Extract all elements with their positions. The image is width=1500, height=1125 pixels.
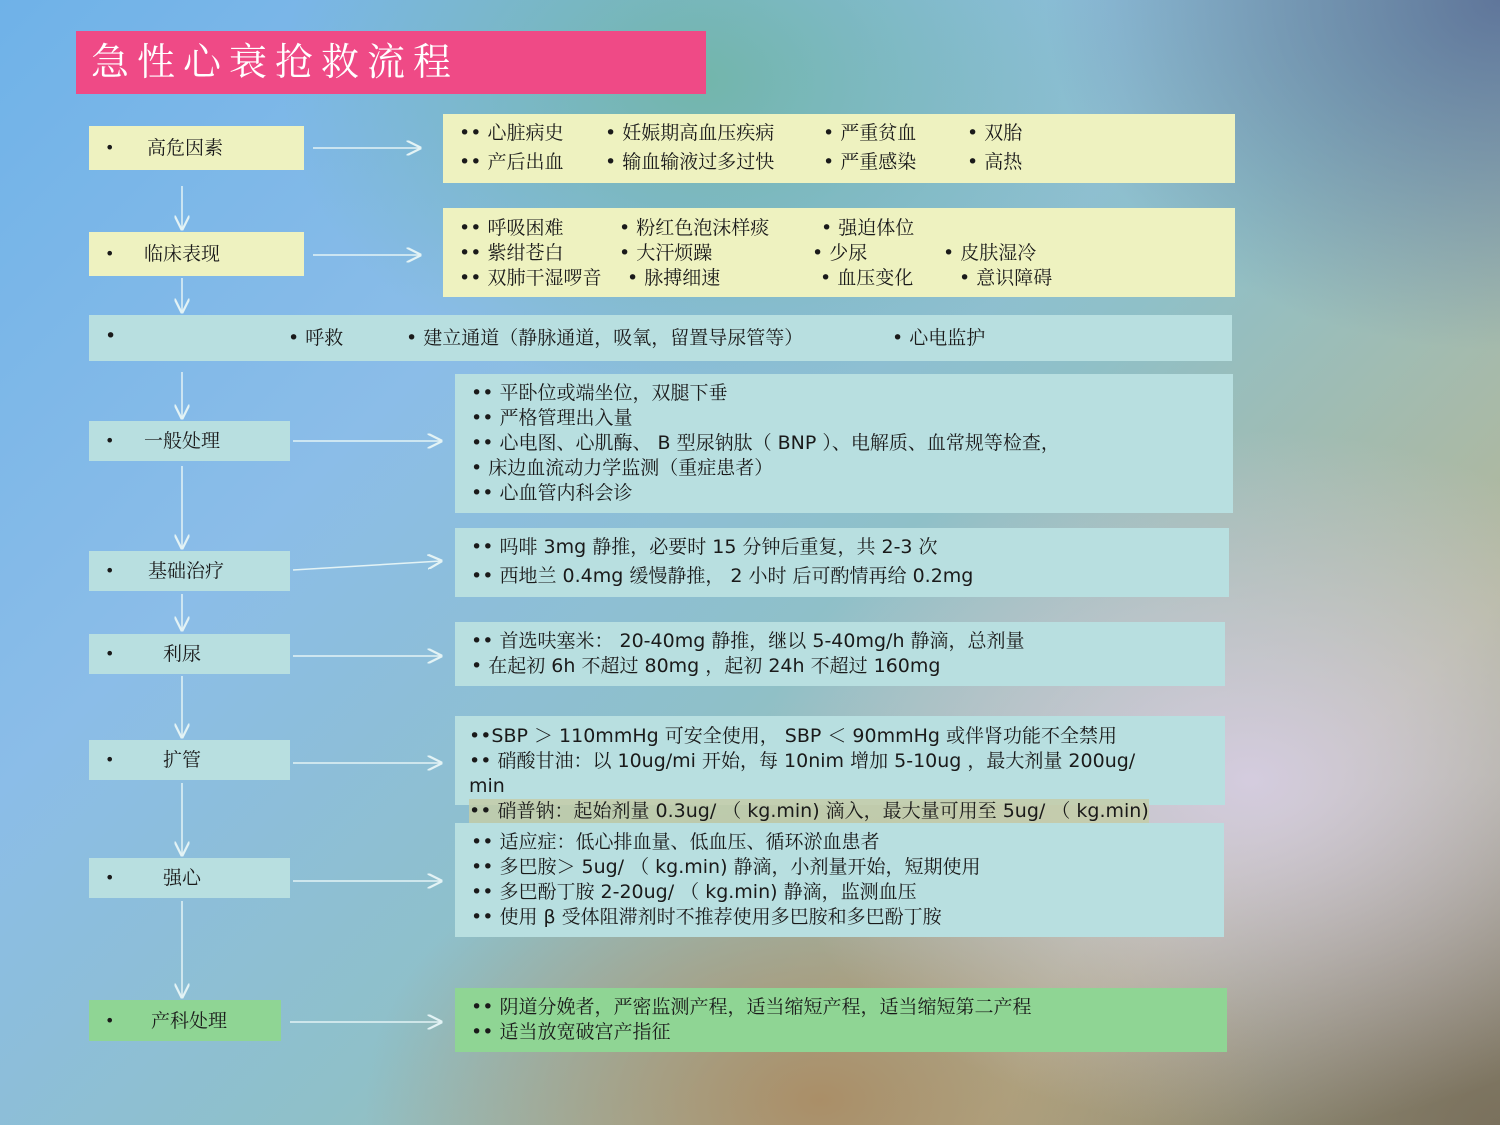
- clinical-item: • 意识障碍: [959, 267, 1053, 289]
- inotropic-item: •• 多巴胺＞ 5ug/ （ kg.min) 静滴，小剂量开始，短期使用: [471, 856, 981, 878]
- label-clinical: [89, 232, 304, 276]
- label-bullet: •: [105, 750, 115, 769]
- clinical-item: •• 紫绀苍白: [459, 242, 564, 264]
- label-text: 临床表现: [144, 243, 221, 265]
- general-item: •• 心血管内科会诊: [471, 482, 633, 504]
- vasodilation-item: min: [469, 775, 505, 797]
- general-item: •• 严格管理出入量: [471, 407, 633, 429]
- emergency-item: • 建立通道（静脉通道，吸氧，留置导尿管等）: [406, 327, 804, 349]
- label-bullet: •: [105, 431, 115, 450]
- content-inotropic: [455, 823, 1224, 937]
- content-vasodilation: [455, 716, 1225, 805]
- general-item: •• 心电图、心肌酶、 B 型尿钠肽（ BNP ）、电解质、血常规等检查，: [471, 432, 1060, 454]
- clinical-item: • 大汗烦躁: [619, 242, 713, 264]
- clinical-item: • 强迫体位: [821, 217, 915, 239]
- risk-item: • 高热: [967, 151, 1023, 173]
- content-general: [455, 374, 1233, 513]
- label-text: 利尿: [163, 643, 202, 665]
- obstetric-item: •• 阴道分娩者，严密监测产程，适当缩短产程，适当缩短第二产程: [471, 996, 1032, 1018]
- label-vasodilation: [89, 740, 290, 780]
- content-diuresis: [455, 622, 1225, 686]
- label-text: 高危因素: [147, 137, 224, 159]
- risk-item: • 双胎: [967, 122, 1023, 144]
- emergency-item: • 呼救: [288, 327, 344, 349]
- label-text: 基础治疗: [148, 560, 225, 582]
- label-inotropic: [89, 858, 290, 898]
- diuresis-item: •• 首选呋塞米： 20-40mg 静推，继以 5-40mg/h 静滴，总剂量: [471, 630, 1025, 652]
- page-title: 急性心衰抢救流程: [91, 40, 460, 84]
- label-text: 产科处理: [151, 1009, 228, 1032]
- label-bullet: •: [105, 561, 115, 580]
- risk-item: • 严重感染: [823, 151, 917, 173]
- clinical-item: • 粉红色泡沫样痰: [619, 217, 770, 239]
- content-basic-treatment: [455, 528, 1229, 597]
- clinical-item: • 血压变化: [820, 267, 914, 289]
- clinical-item: •• 双肺干湿啰音: [459, 267, 602, 289]
- emergency-item: • 心电监护: [892, 327, 986, 349]
- risk-item: • 输血输液过多过快: [605, 151, 775, 173]
- label-bullet: •: [105, 244, 115, 263]
- label-obstetric: [89, 1000, 281, 1041]
- risk-item: •• 产后出血: [459, 151, 564, 173]
- content-clinical: [443, 208, 1235, 297]
- inotropic-item: •• 使用 β 受体阻滞剂时不推荐使用多巴胺和多巴酚丁胺: [471, 906, 942, 928]
- inotropic-item: •• 适应症：低心排血量、低血压、循环淤血患者: [471, 831, 880, 853]
- label-general: [89, 421, 290, 461]
- emergency-bullet: •: [105, 325, 117, 347]
- general-item: • 床边血流动力学监测（重症患者）: [471, 457, 774, 479]
- vasodilation-item: •• 硝酸甘油：以 10ug/mi 开始，每 10nim 增加 5-10ug ，最大剂量 200ug/: [469, 750, 1136, 772]
- emergency-bar: [89, 315, 1232, 361]
- label-bullet: •: [105, 138, 115, 157]
- label-text: 强心: [163, 867, 202, 889]
- label-risk-factors: [89, 126, 304, 170]
- general-item: •• 平卧位或端坐位，双腿下垂: [471, 382, 728, 404]
- risk-item: • 严重贫血: [823, 122, 917, 144]
- vasodilation-item: ••SBP ＞ 110mmHg 可安全使用， SBP ＜ 90mmHg 或伴肾功能不全禁用: [469, 725, 1117, 747]
- obstetric-item: •• 适当放宽破宫产指征: [471, 1021, 671, 1043]
- title-bar: [76, 31, 706, 94]
- content-risk-factors: [443, 114, 1235, 183]
- clinical-item: • 皮肤湿冷: [943, 242, 1037, 264]
- label-bullet: •: [105, 1010, 115, 1030]
- label-text: 一般处理: [144, 430, 221, 452]
- vasodilation-item: •• 硝普钠：起始剂量 0.3ug/ （ kg.min) 滴入，最大量可用至 5ug/ （ kg.min): [469, 800, 1149, 822]
- clinical-item: •• 呼吸困难: [459, 217, 564, 239]
- diuresis-item: • 在起初 6h 不超过 80mg ，起初 24h 不超过 160mg: [471, 655, 941, 677]
- arrow-basic: [293, 561, 441, 570]
- risk-item: •• 心脏病史: [459, 122, 564, 144]
- label-bullet: •: [105, 644, 115, 663]
- clinical-item: • 脉搏细速: [627, 267, 721, 289]
- basic-item: •• 西地兰 0.4mg 缓慢静推， 2 小时 后可酌情再给 0.2mg: [471, 565, 974, 587]
- label-bullet: •: [105, 868, 115, 887]
- basic-item: •• 吗啡 3mg 静推，必要时 15 分钟后重复，共 2-3 次: [471, 536, 938, 558]
- content-obstetric: [455, 988, 1227, 1052]
- label-diuresis: [89, 634, 290, 674]
- label-basic-treatment: [89, 551, 290, 591]
- clinical-item: • 少尿: [812, 242, 868, 264]
- risk-item: • 妊娠期高血压疾病: [605, 122, 775, 144]
- label-text: 扩管: [163, 749, 202, 771]
- inotropic-item: •• 多巴酚丁胺 2-20ug/ （ kg.min) 静滴，监测血压: [471, 881, 917, 903]
